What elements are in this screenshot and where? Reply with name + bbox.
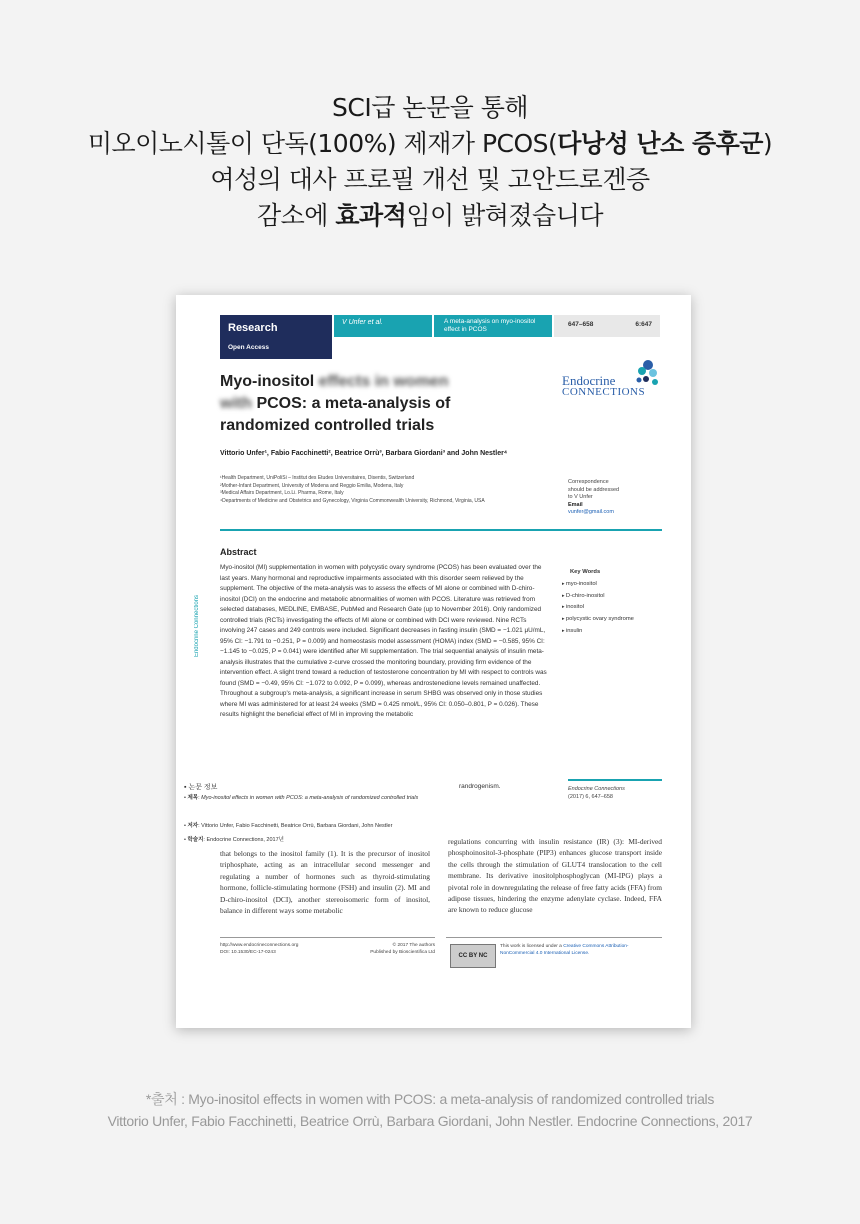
abstract-text: Myo-inositol (MI) supplementation in women with polycystic ovary syndrome (PCOS) has been evaluated over the last years. Many hormonal and reproductive impairments associated with this disorder seem relieved by the supplement. The objective of the meta-analysis was to assess the effects of MI alone or combined with D-chiro-inositol (DCI) on the endocrine and metabolic abnormalities of women with PCOS. Literature was retrieved from selected databases, MEDLINE, EMBASE, PubMed and Research Gate (up to November 2016). Only randomized controlled trials (RCTs) investigating the effects of MI alone or combined with DCI were reviewed. Nine RCTs involving 247 cases and 249 controls were included. Significant decreases in fasting insulin (SMD = −1.021 μU/mL, 95% CI: −1.791 to −0.251, P = 0.009) and homeostasis model assessment (HOMA) index (SMD = −0.585, 95% CI: −1.145 to −0.025, P = 0.041) were identified after MI supplementation. The trial sequential analysis of insulin meta-analysis illustrates that the cumulative z-curve crossed the monitoring boundary, providing firm evidence of the intervention effect. A slight trend toward a reduction of testosterone concentration by MI with respect to controls was found (SMD = −0.49, 95% CI: −1.072 to 0.092, P = 0.099), whereas androstenedione levels remained unaffected. Throughout a subgroup's meta-analysis, a significant increase in serum SHBG was observed only in those studies where MI was administered for at least 24 weeks (SMD = 0.425 nmol/L, 95% CI: 0.050–0.801, P = 0.026). These results highlight the beneficial effect of MI in improving the metabolic xyxy=(220,564,547,718)
paper-info-title-item: • 제목: Myo-inositol effects in women with PCOS: a meta-analysis of randomized controlled trials xyxy=(184,795,419,801)
affiliation-3: ³Medical Affairs Department, Lo.Li. Pharma, Rome, Italy xyxy=(220,490,344,496)
affiliation-4: ⁴Departments of Medicine and Obstetrics and Gynecology, Virginia Commonwealth University, Richmond, Virginia, USA xyxy=(220,497,485,504)
citation-journal: Endocrine Connections xyxy=(568,786,625,792)
footer-copyright: © 2017 The authors xyxy=(392,943,435,948)
license-link: Creative Commons Attribution-NonCommercial 4.0 International License. xyxy=(500,944,629,956)
keywords-heading: Key Words xyxy=(570,569,601,575)
title-label: 제목 xyxy=(187,795,199,801)
footer-publisher xyxy=(370,943,435,956)
abstract-fragment: randrogenism. xyxy=(459,783,501,790)
header-divider xyxy=(220,529,662,531)
headline-line-4-text: 감소에 xyxy=(256,201,336,230)
keywords-box xyxy=(562,567,672,638)
footer-url: http://www.endocrineconnections.org xyxy=(220,943,299,948)
footer-right xyxy=(446,937,662,959)
email-label: Email xyxy=(568,501,583,508)
paper-title xyxy=(220,371,510,437)
headline-line-1: SCI급 논문을 통해 xyxy=(332,93,528,122)
open-access-label: Open Access xyxy=(228,344,269,351)
affiliations xyxy=(220,475,540,505)
title-value: Myo-inositol effects in women with PCOS: a meta-analysis of randomized controlled trials xyxy=(201,795,419,801)
correspondence-line-2: should be addressed xyxy=(568,486,620,493)
issue-number: 6:647 xyxy=(635,321,652,328)
keyword-item: ▸ polycystic ovary syndrome xyxy=(562,614,672,626)
journal-logo-line-2: CONNECTIONS xyxy=(562,386,646,398)
keyword-item: ▸ inositol xyxy=(562,602,672,614)
paper-header xyxy=(220,315,660,359)
authors-label: 저자 xyxy=(187,823,199,829)
authors-value: Vittorio Unfer, Fabio Facchinetti, Beatrice Orrù, Barbara Giordani, John Nestler xyxy=(201,823,393,829)
body-left-column: that belongs to the inositol family (1). It is the precursor of inositol triphosphate, acting as an intracellular second messenger and regulating a number of hormones such as thyroid-stimulating hormone, follicle-stimulating hormone (FSH) and insulin (2). MI and D-chiro-inositol (DCI), another stereoisomeric form of inositol, balance in different ways some metabolic xyxy=(220,849,430,916)
body-right-column: regulations concurring with insulin resistance (IR) (3): MI-derived phosphoinositol-3-phosphate (PIP3) enhances glucose transport inside the cells through the stimulation of GLUT4 translocation to the cell membrane. Its derivative inositolphosphoglycan (MI-IPG) plays a pivotal role in downregulating the release of free fatty acids (FFA) from adipose tissues, hindering the enzyme adenylate cyclase. Indeed, FFA are known to reduce glucose xyxy=(448,837,662,915)
headline-line-4 xyxy=(0,198,860,234)
title-part-1: Myo-inositol xyxy=(220,373,315,390)
headline xyxy=(0,90,860,234)
journal-value: Endocrine Connections, 2017년 xyxy=(206,837,284,843)
affiliation-1: ¹Health Department, UniPoliSi – Institut des Etudes Universitaires, Disentis, Switzerland xyxy=(220,475,415,481)
page-range-box xyxy=(554,315,660,337)
journal-logo-line-1: Endocrine xyxy=(562,373,616,388)
journal-label: 학술지 xyxy=(187,837,204,843)
email-address: vunfer@gmail.com xyxy=(568,509,614,515)
citation-ref: (2017) 6, 647–658 xyxy=(568,794,613,800)
running-title: A meta-analysis on myo-inositol effect in PCOS xyxy=(444,318,536,333)
headline-line-2-end: ) xyxy=(762,129,773,158)
headline-line-2 xyxy=(0,126,860,162)
correspondence-box xyxy=(568,479,662,531)
source-citation xyxy=(0,1088,860,1132)
title-blurred-1: effects in women xyxy=(318,373,449,390)
paper-info-title-row: ▪ 논문 정보 xyxy=(184,784,218,791)
running-title-box xyxy=(434,315,552,337)
journal-logo xyxy=(556,355,666,405)
abstract-heading: Abstract xyxy=(220,547,257,557)
headline-line-3: 여성의 대사 프로필 개선 및 고안드로겐증 xyxy=(210,165,650,194)
headline-line-2-text: 미오이노시톨이 단독(100%) 제재가 PCOS( xyxy=(87,129,558,158)
page-range: 647–658 xyxy=(568,321,594,328)
license-text xyxy=(500,944,650,957)
paper-info-journal-item: • 학술지: Endocrine Connections, 2017년 xyxy=(184,837,284,843)
correspondence-line-1: Correspondence xyxy=(568,479,609,485)
paper-image xyxy=(176,295,691,1028)
citation-box xyxy=(568,779,662,801)
headline-line-4-bold: 효과적 xyxy=(335,201,407,230)
paper-info-title: 논문 정보 xyxy=(188,784,218,791)
author-short-box xyxy=(334,315,432,337)
footer-left xyxy=(220,937,435,956)
section-label: Research xyxy=(228,322,278,334)
keyword-item: ▸ D-chiro-inositol xyxy=(562,591,672,603)
creative-commons-icon: CC BY NC xyxy=(450,944,496,968)
paper-info-authors-item: • 저자: Vittorio Unfer, Fabio Facchinetti, Beatrice Orrù, Barbara Giordani, John Nestler xyxy=(184,823,393,829)
correspondence-line-3: to V Unfer xyxy=(568,494,593,500)
footer-doi: DOI: 10.1530/EC-17-0243 xyxy=(220,949,276,955)
license-pre: This work is licensed under a xyxy=(500,944,564,949)
side-label: Endocrine Connections xyxy=(194,595,200,658)
headline-line-2-bold: 다낭성 난소 증후군 xyxy=(557,129,763,158)
author-list: Vittorio Unfer¹, Fabio Facchinetti², Beatrice Orrù³, Barbara Giordani³ and John Nestler⁴ xyxy=(220,450,508,457)
keyword-item: ▸ myo-inositol xyxy=(562,579,672,591)
keyword-item: ▸ insulin xyxy=(562,626,672,638)
source-line-1: *출처 : Myo-inositol effects in women with PCOS: a meta-analysis of randomized controlled trials xyxy=(145,1091,715,1107)
source-line-2: Vittorio Unfer, Fabio Facchinetti, Beatrice Orrù, Barbara Giordani, John Nestler. Endocrine Connections, 2017 xyxy=(107,1113,753,1129)
affiliation-2: ²Mother-Infant Department, University of Modena and Reggio Emilia, Modena, Italy xyxy=(220,482,404,489)
section-badge xyxy=(220,315,332,359)
title-blurred-2: with xyxy=(220,395,252,412)
title-part-2: PCOS: a meta-analysis of randomized controlled trials xyxy=(220,395,451,434)
headline-line-4-end: 임이 밝혀졌습니다 xyxy=(406,201,603,230)
footer-publisher-name: Published by Bioscientifica Ltd xyxy=(370,949,435,955)
author-short: V Unfer et al. xyxy=(342,319,383,326)
